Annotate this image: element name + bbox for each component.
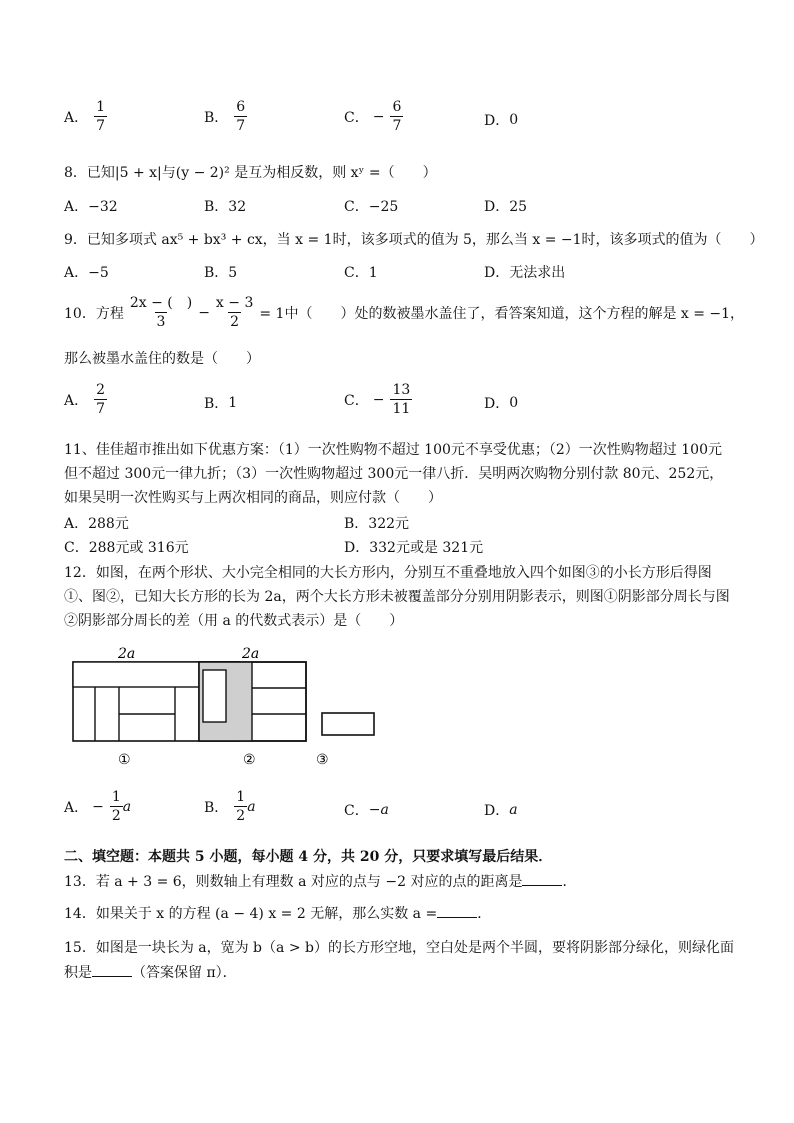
q10-option-d: D． 0 [484,395,519,412]
figure-2 [199,646,306,768]
q9-option-d: D．无法求出 [484,265,566,281]
q7-option-b: B． $\frac{6}{7}$ [204,99,246,134]
figure-3-small-rect [322,713,374,735]
q9-option-b: B．5 [204,265,238,281]
q10-option-b: B． 1 [204,395,238,412]
q10-option-c: C． − $\frac{13}{11}$ [344,382,411,417]
q14-blank[interactable] [437,905,477,918]
q11-line-2: 但不超过 300元一律九折；（3）一次性购物超过 300元一律八折．吴明两次购物分别付款 80元、252元， [64,466,724,482]
q15-blank[interactable] [92,964,132,977]
q7-option-d: D． 0 [484,112,519,129]
q8-option-c: C．−25 [344,199,399,215]
q11-option-d: D．332元或是 321元 [344,540,484,556]
q7-option-a: A． $\frac{1}{7}$ [64,99,106,134]
q10-question: 10．方程 $\frac{2x - ( )}{3}$ − $\frac{x - 3}{2}$ = 1中（ ）处的数被墨水盖住了，看答案知道，这个方程的解是 x = −1， [64,295,745,330]
q12-figure [60,640,390,775]
figure-1-label: 2a [118,646,136,662]
q12-line-1: 12．如图，在两个形状、大小完全相同的大长方形内，分别互不重叠地放入四个如图③的小长方形后得图 [64,565,712,581]
q8-option-d: D．25 [484,199,528,215]
figure-2-left-small-rect [203,670,226,722]
q13-blank[interactable] [522,873,562,886]
q11-line-3: 如果吴明一次性购买与上两次相同的商品，则应付款（ ） [64,490,442,506]
figure-2-caption: ② [243,752,256,768]
q8-question: 8．已知|5 + x|与(y − 2)² 是互为相反数，则 xʸ =（ ） [64,165,437,181]
q7-option-c: C． − $\frac{6}{7}$ [344,99,402,134]
q11-option-c: C．288元或 316元 [64,540,189,556]
figure-3 [316,713,374,768]
q8-option-a: A．−32 [64,199,118,215]
q9-option-c: C．1 [344,265,378,281]
q9-option-a: A．−5 [64,265,109,281]
q12-line-2: ①、图②，已知大长方形的长为 2a，两个大长方形未被覆盖部分分别用阴影表示，则图①阴影部分周长与图 [64,589,730,605]
q12-option-d: D． a [484,802,518,819]
q12-line-3: ②阴影部分周长的差（用 a 的代数式表示）是（ ） [64,613,404,629]
q10-question-line2: 那么被墨水盖住的数是（ ） [64,351,260,367]
q8-option-b: B．32 [204,199,247,215]
q13-question: 13．若 a + 3 = 6，则数轴上有理数 a 对应的点与 −2 对应的点的距离是 ． [64,874,577,890]
q11-option-b: B．322元 [344,516,410,532]
figure-3-caption: ③ [316,752,329,768]
q10-option-a: A． $\frac{2}{7}$ [64,382,106,417]
section-2-title: 二、填空题：本题共 5 小题，每小题 4 分，共 20 分，只要求填写最后结果． [64,849,553,865]
q12-option-b: B． $\frac{1}{2}$ a [204,789,256,824]
figure-2-label: 2a [242,646,260,662]
q15-line-1: 15．如图是一块长为 a，宽为 b（a > b）的长方形空地，空白处是两个半圆，要将阴影部分绿化，则绿化面 [64,940,734,956]
q12-option-c: C． −a [344,802,389,819]
figure-1-caption: ① [118,752,131,768]
q15-line-2: 积是 （答案保留 π）． [64,965,237,981]
q12-option-a: A． − $\frac{1}{2}$ a [64,789,132,824]
q11-line-1: 11、佳佳超市推出如下优惠方案：（1）一次性购物不超过 100元不享受优惠；（2）一次性购物超过 100元 [64,442,722,458]
q11-option-a: A．288元 [64,516,129,532]
q14-question: 14．如果关于 x 的方程 (a − 4) x = 2 无解，那么实数 a = ． [64,906,492,922]
q9-question: 9．已知多项式 ax⁵ + bx³ + cx，当 x = 1时，该多项式的值为 5，那么当 x = −1时，该多项式的值为（ ） [64,232,764,248]
